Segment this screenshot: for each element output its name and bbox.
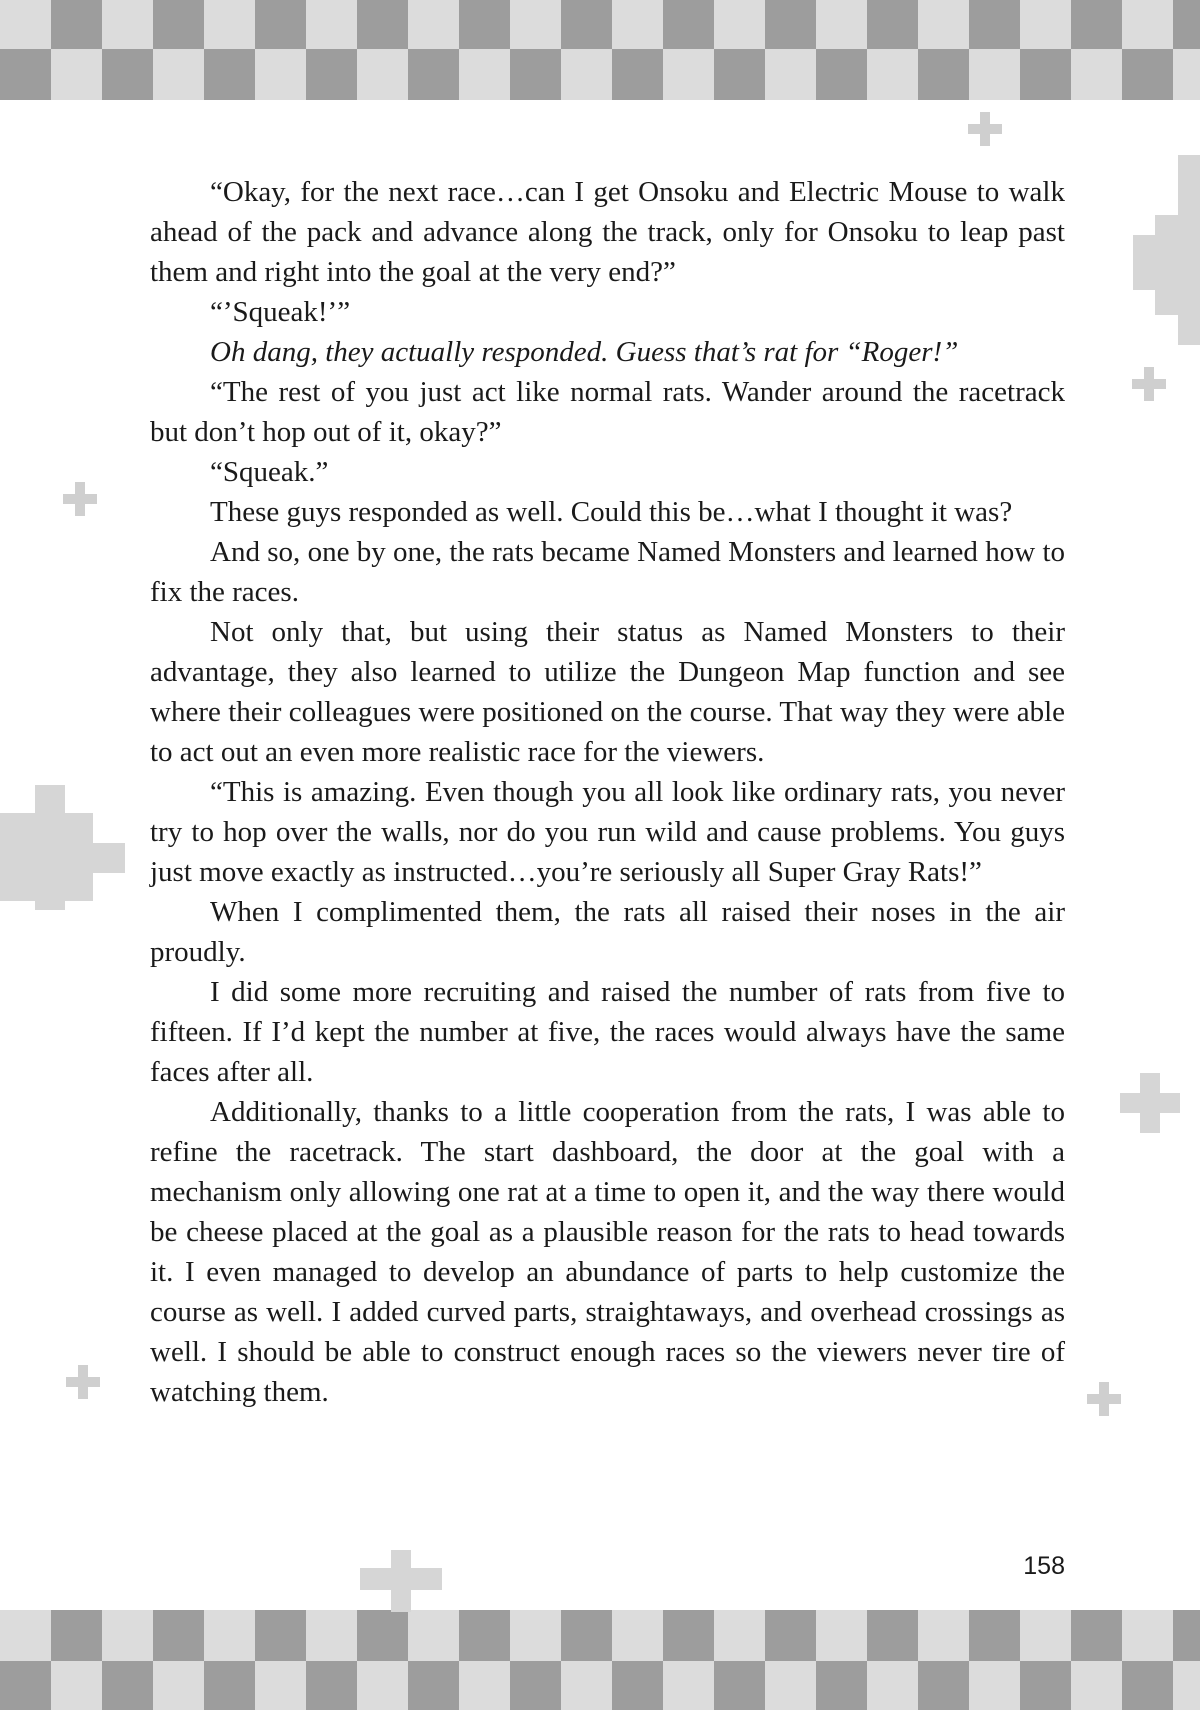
- sparkle-icon: [66, 1365, 100, 1399]
- paragraph: These guys responded as well. Could this be…what I thought it was?: [210, 496, 1013, 528]
- checker-border-top: [0, 0, 1200, 100]
- checker-border-bottom: [0, 1610, 1200, 1710]
- paragraph-italic-thought: Oh dang, they actually responded. Guess that’s rat for “Roger!”: [210, 336, 959, 368]
- sparkle-icon: [1087, 1382, 1121, 1416]
- paragraph: “Squeak.”: [210, 456, 329, 488]
- paragraph: “Okay, for the next race…can I get Onsoku and Electric Mouse to walk ahead of the pack and advance along the track, only for Onsoku to leap past them and right into the goal at the very end?”: [150, 176, 1065, 288]
- pixel-cross-decoration: [0, 785, 125, 910]
- paragraph: I did some more recruiting and raised the number of rats from five to fifteen. If I’d kept the number at five, the races would always have the same faces after all.: [150, 976, 1065, 1088]
- paragraph: “This is amazing. Even though you all look like ordinary rats, you never try to hop over the walls, nor do you run wild and cause problems. You guys just move exactly as instructed…you’re seriously all Super Gray Rats!”: [150, 776, 1065, 888]
- paragraph: When I complimented them, the rats all raised their noses in the air proudly.: [150, 896, 1065, 968]
- paragraph: “’Squeak!’”: [210, 296, 351, 328]
- paragraph: “The rest of you just act like normal rats. Wander around the racetrack but don’t hop out of it, okay?”: [150, 376, 1065, 448]
- page-number: 158: [1023, 1552, 1065, 1580]
- paragraph: Additionally, thanks to a little cooperation from the rats, I was able to refine the racetrack. The start dashboard, the door at the goal with a mechanism only allowing one rat at a time to open it, and the way there would be cheese placed at the goal as a plausible reason for the rats to head towards it. I even managed to develop an abundance of parts to help customize the course as well. I added curved parts, straightaways, and overhead crossings as well. I should be able to construct enough races so the viewers never tire of watching them.: [150, 1096, 1065, 1408]
- paragraph: Not only that, but using their status as Named Monsters to their advantage, they also learned to utilize the Dungeon Map function and see where their colleagues were positioned on the course. That way they were able to act out an even more realistic race for the viewers.: [150, 616, 1065, 768]
- sparkle-icon: [968, 112, 1002, 146]
- sparkle-icon: [63, 482, 97, 516]
- pixel-cross-decoration: [1133, 155, 1200, 345]
- sparkle-icon: [1132, 367, 1166, 401]
- sparkle-icon: [1120, 1073, 1180, 1133]
- pixel-cross-decoration: [360, 1550, 442, 1612]
- paragraph: And so, one by one, the rats became Named Monsters and learned how to fix the races.: [150, 536, 1065, 608]
- page-body: [150, 172, 1065, 1412]
